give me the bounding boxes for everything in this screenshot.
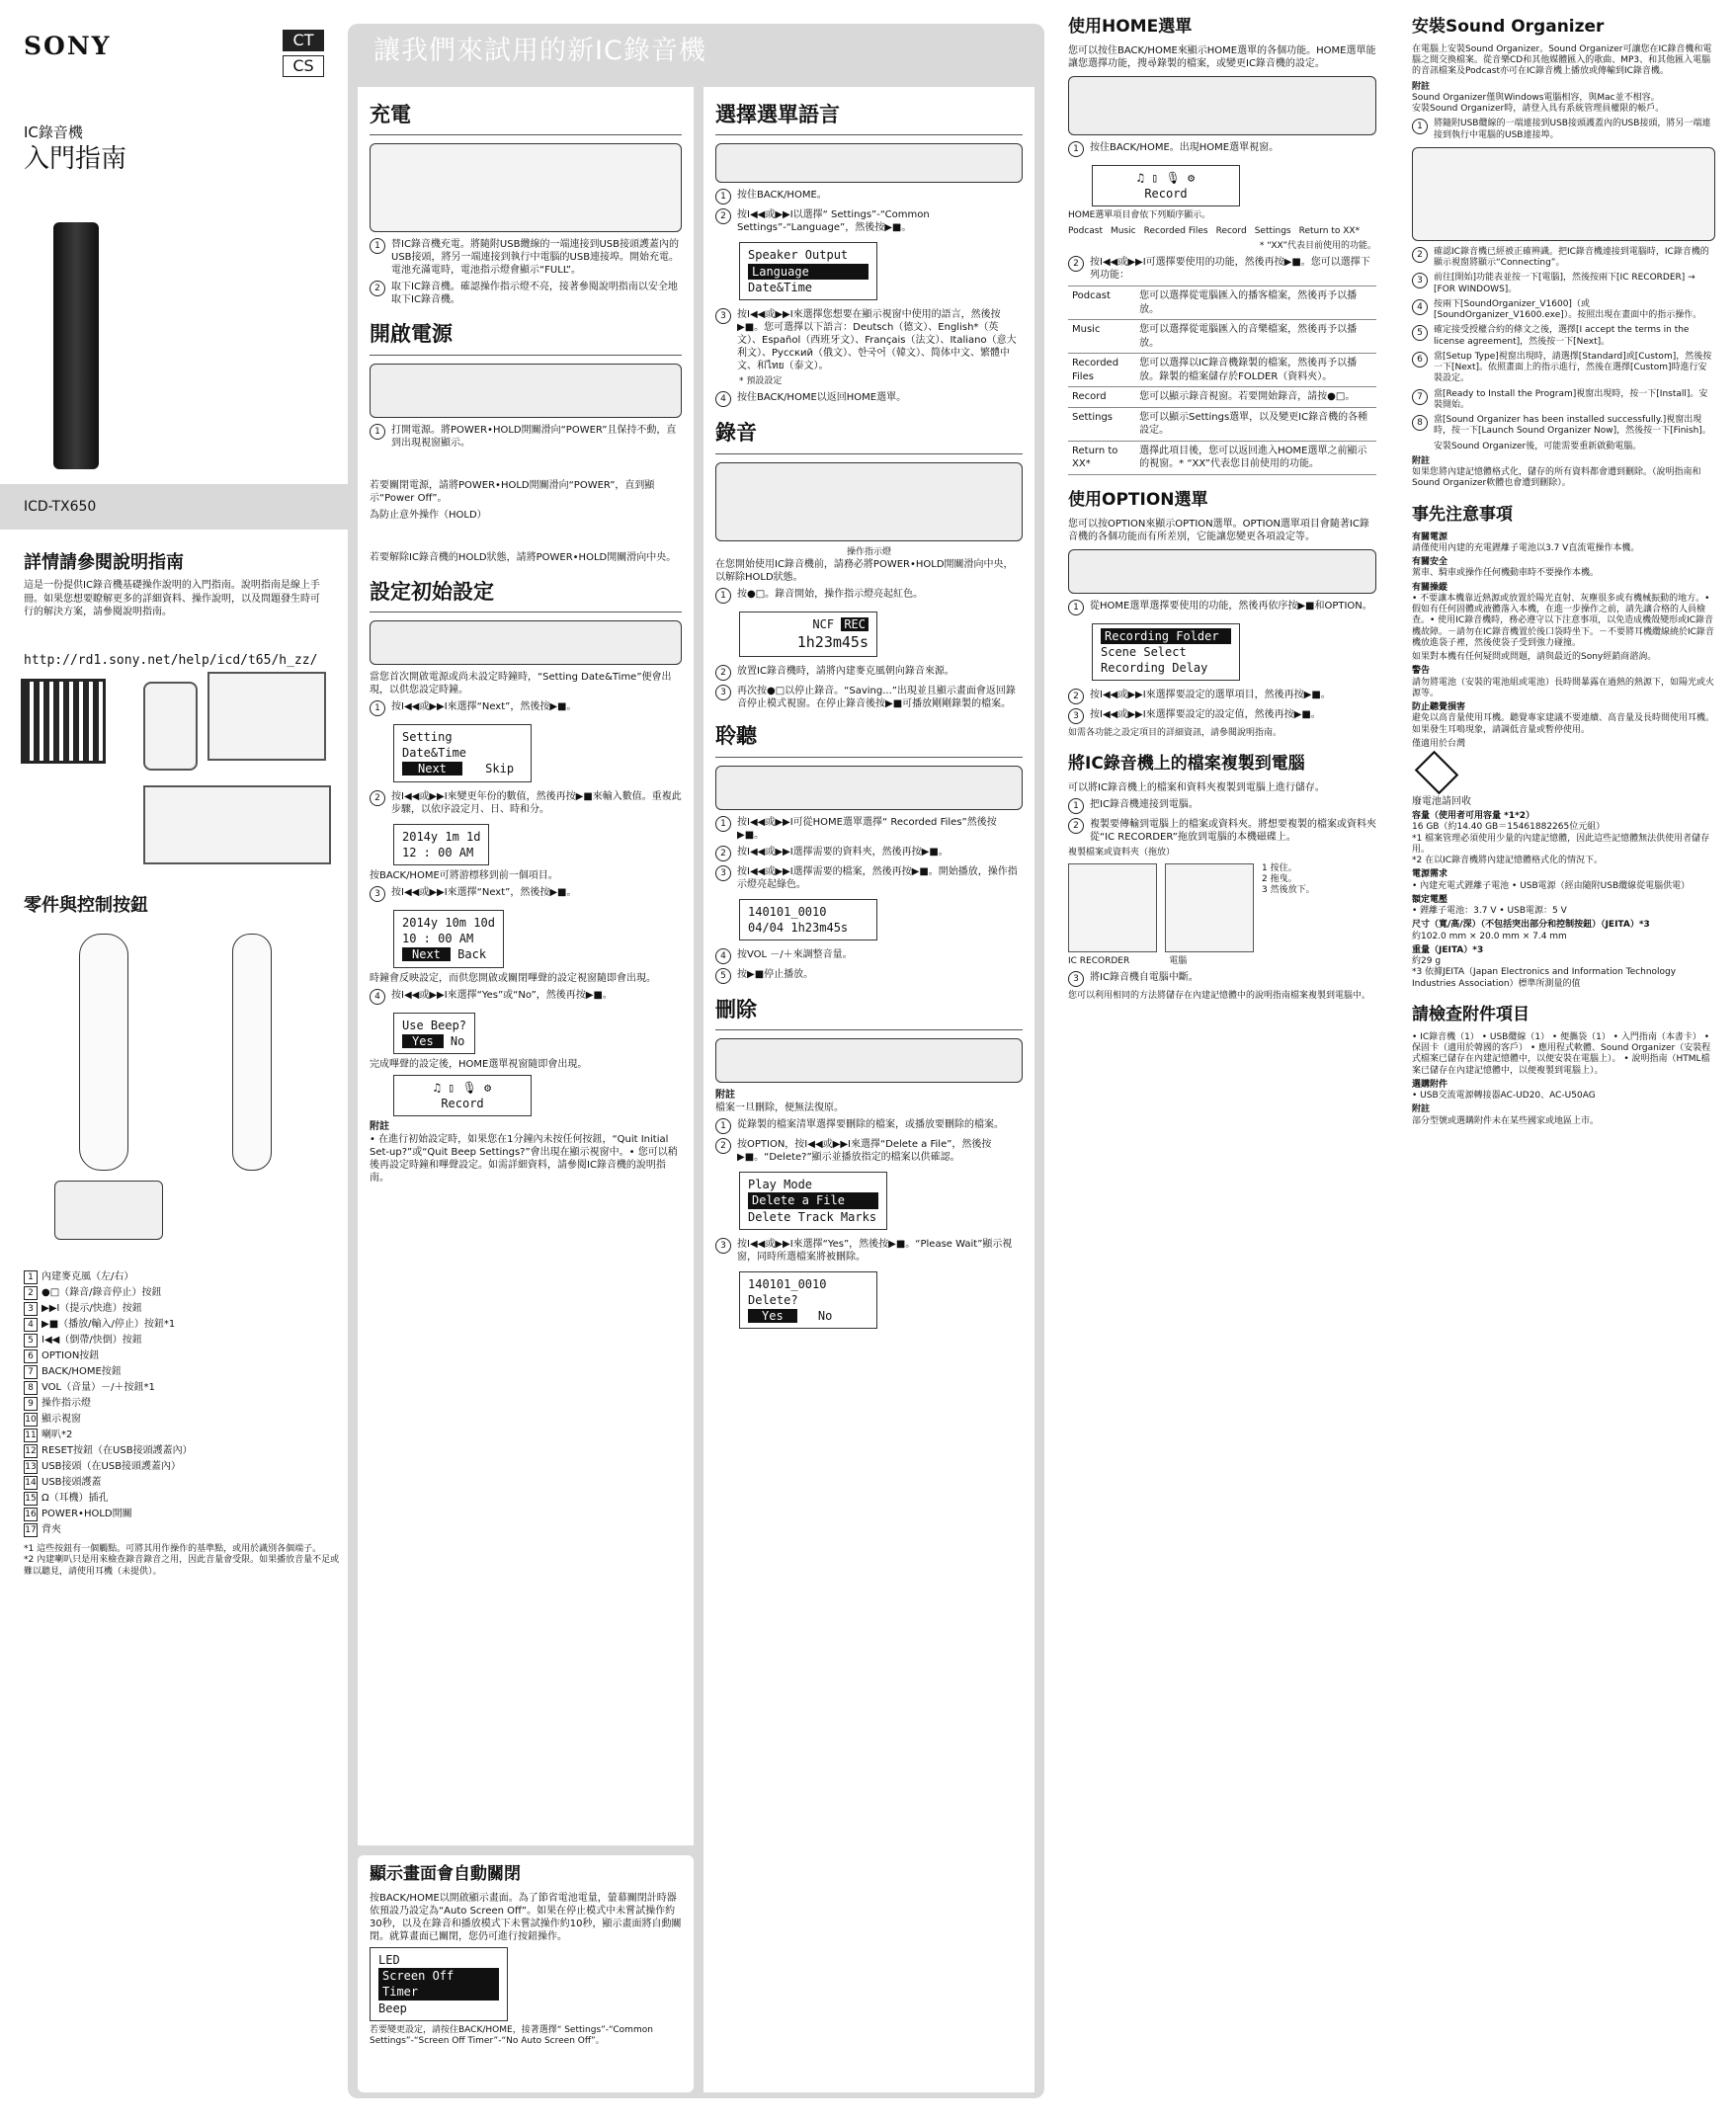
lcd-confirm	[393, 910, 504, 968]
prec-warn-heading: 警告	[1412, 666, 1431, 677]
banner-title: 讓我們來試用的新IC錄音機	[373, 36, 706, 66]
list-item: 12 RESET按鈕（在USB接頭護蓋內）	[25, 1445, 193, 1456]
lcd-playback	[739, 899, 877, 940]
lcd-selected: Screen Off Timer	[378, 1968, 499, 2000]
copy-intro: 可以將IC錄音機上的檔案和資料夾複製到電腦上進行儲存。	[1068, 782, 1325, 794]
init-after: 時鐘會反映設定，而供您開啟或關閉嗶聲的設定視窗隨即會出現。	[370, 972, 656, 984]
lcd-no: No	[450, 1033, 465, 1048]
section-copy: 將IC錄音機上的檔案複製到電腦	[1068, 754, 1305, 775]
prec-contact: 如果對本機有任何疑問或問題，請與最近的Sony經銷商諮詢。	[1412, 652, 1657, 663]
lcd-date-time	[393, 724, 532, 782]
lcd-text: Setting Date&Time	[402, 730, 467, 761]
lcd-yes: Yes	[402, 1034, 444, 1048]
record-illustration	[715, 462, 1023, 541]
init-done: 完成嗶聲的設定後，HOME選單視窗隨即會出現。	[370, 1058, 588, 1070]
prec-handle-heading: 有關操縱	[1412, 582, 1448, 593]
lang-step-3: 按I◀◀或▶▶I來選擇您想要在顯示視窗中使用的語言，然後按▶■。您可選擇以下語言：Deutsch（德文）、English*（英文）、Español（西班牙文）、Français（法文）、Italiano（意大利文）、Русский（俄文）、한국어（韓文）、简体中文、繁體中文、和ไทย（泰文）。	[737, 308, 1017, 371]
lcd-text: Play Mode	[748, 1178, 813, 1192]
lcd-text: NCF	[812, 616, 835, 631]
lang-tag-cs: CS	[283, 55, 324, 77]
list-item: 9 操作指示燈	[24, 1396, 340, 1412]
home-item-podcast: Podcast	[1068, 225, 1104, 236]
psrc-heading: 電源需求	[1412, 869, 1448, 880]
init-note-heading: 附註	[370, 1121, 389, 1133]
list-item: 10 顯示視窗	[25, 1414, 81, 1425]
ref-text: 這是一份提供IC錄音機基礎操作說明的入門指南。說明指南是線上手冊。如果您想要瞭解更多的詳細資料、操作說明，以及問題發生時可行的解決方案，請參閱說明指南。	[24, 580, 320, 617]
lcd-home	[393, 1075, 532, 1116]
list-item: 2 拖曳。	[1262, 873, 1297, 884]
so-tip: 安裝Sound Organizer時，請登入具有系統管理員權限的帳戶。	[1412, 104, 1665, 115]
lang-step-4: 按住BACK/HOME以返回HOME選單。	[737, 392, 907, 404]
section-power: 開啟電源	[370, 320, 682, 355]
delete-step-2: 按OPTION，按I◀◀或▶▶I來選擇“Delete a File”，然後按▶■。“Delete?”顯示並播放指定的檔案以供確認。	[737, 1139, 992, 1164]
rated-heading: 額定電壓	[1412, 894, 1448, 905]
so-note: Sound Organizer僅與Windows電腦相容，與Mac並不相容。	[1412, 92, 1660, 103]
delete-step-1: 從錄製的檔案清單選擇要刪除的檔案，或播放要刪除的檔案。	[737, 1119, 1004, 1131]
section-precautions: 事先注意事項	[1412, 504, 1513, 525]
so-note3-heading: 附註	[1412, 455, 1431, 466]
table-cell: 您可以選擇以IC錄音機錄製的檔案，然後再予以播放。錄製的檔案儲存於FOLDER（資料夾）。	[1135, 354, 1376, 387]
lcd-text: Use Beep?	[402, 1018, 467, 1032]
power-step-1: 打開電源。將POWER•HOLD開關滑向“POWER”且保持不動，直到出現視窗顯示。	[391, 424, 677, 449]
option-tip: 如需各功能之設定項目的詳細資訊，請參閱說明指南。	[1068, 728, 1282, 739]
prec-hear: 避免以高音量使用耳機。聽覺專家建議不要連續、高音量及長時間使用耳機。如果發生耳鳴現象，請調低音量或暫停使用。	[1412, 713, 1715, 735]
home-illustration	[1068, 76, 1376, 135]
list-item: 8 VOL（音量）－/＋按鈕*1	[24, 1380, 340, 1396]
parts-list	[24, 1269, 340, 1578]
qr-code	[24, 682, 103, 761]
init-step-4: 按I◀◀或▶▶I來選擇“Yes”或“No”，然後再按▶■。	[391, 989, 613, 1001]
home-step-2: 按I◀◀或▶▶I可選擇要使用的功能，然後再按▶■。您可以選擇下列功能：	[1090, 257, 1370, 282]
prec-power-heading: 有關電源	[1412, 531, 1448, 542]
column-d: 安裝Sound Organizer 在電腦上安裝Sound Organizer。Sound Organizer可讓您在IC錄音機和電腦之間交換檔案。從音樂CD和其他媒體匯入的歌曲、MP3、和其他匯入電腦的音訊檔案及Podcast亦可在IC錄音機上播放或傳輸到IC錄音機。 附註 Sound Organizer僅與Windows電腦相容，與Mac並不相容。 安裝Sound Organizer時，請登入具有系統管理員權限的帳戶。 1 將隨附USB纜線的一端連接到USB接頭護蓋內的USB接頭，將另一端連接到執行中電腦的USB連接埠。 2 確認IC錄音機已經被正確辨識。把IC錄音機連接到電腦時，IC錄音機的顯示視窗將顯示“Connecting”。 3 前往[開始]功能表並按一下[電腦]，然後按兩下[IC RECORDER] → [FOR WINDOWS]。 4 按兩下[SoundOrganizer_V1600]（或[SoundOrganizer_V1600.exe]）。按照出現在畫面中的指示操作。 5 確定接受授權合約的條文之後，選擇[I accept the terms in the license agreement]，然後按一下[Next]。 6 當[Setup Type]視窗出現時，請選擇[Standard]或[Custom]，然後按一下[Next]。依照畫面上的指示進行，然後在選擇[Custom]時進行安裝設定。 7 當[Ready to Install the Program]視窗出現時，按一下[Install]。安裝開始。 8 當[Sound Organizer has been installed successfully.]視窗出現時，按一下[Launch Sound Organizer Now]，然後按一下[Finish]。 安裝Sound Organizer後，可能需要重新啟動電腦。 附註 如果您將內建記憶體格式化，儲存的所有資料都會遭到刪除。（說明指南和Sound Organizer軟體也會遭到刪除）。 事先注意事項 有關電源 請僅使用內建的充電鋰離子電池以3.7 V直流電操作本機。 有關安全 駕車、騎車或操作任何機動車時不要操作本機。 有關操縱 • 不要讓本機靠近熱源或放置於陽光直射、灰塵很多或有機械振動的地方。• 假如有任何固體或液體落入本機，在進一步操作之前，請先讓合格的人員檢查。• 使用IC錄音機時，務必遵守以下注意事項，以免造成機殼變形或IC錄音機故障。－請勿在IC錄音機置於後口袋時坐下。－不要將耳機纜線繞於IC錄音機放進袋子裡，然後使袋子受到強力碰撞。 如果對本機有任何疑問或問題，請與最近的Sony經銷商諮詢。 警告 請勿將電池（安裝的電池組或電池）長時間暴露在過熱的熱源下，如陽光或火源等。 防止聽覺損害 避免以高音量使用耳機。聽覺專家建議不要連續、高音量及長時間使用耳機。如果發生耳鳴現象，請調低音量或暫停使用。 僅適用於台灣 廢電池請回收 容量（使用者可用容量 *1*2） 16 GB（約14.40 GB＝15461882265位元組） *1 檔案管理必須使用少量的內建記憶體，因此這些記憶體無法供使用者儲存用。 *2 在以IC錄音機將內建記憶體格式化的情況下。 電源需求 • 內建充電式鋰離子電池 • USB電源（經由隨附USB纜線從電腦供電） 額定電壓 • 鋰離子電池：3.7 V • USB電源：5 V 尺寸（寬/高/深）（不包括突出部分和控制按鈕）（JEITA）*3 約102.0 mm × 20.0 mm × 7.4 mm 重量（JEITA）*3 約29 g *3 依據JEITA（Japan Electronics and Information Technology Industries Association）標準所測量的值 請檢查附件項目 • IC錄音機（1） • USB纜線（1） • 便攜袋（1） • 入門指南（本書卡） • 保固卡（適用於韓國的客戶） • 應用程式軟體、Sound Organizer（安裝程式檔案已儲存在內建記憶體中，以便安裝在電腦上）。 • 說明指南（HTML檔案已儲存在內建記憶體中，以便複製到電腦上）。 選購附件 • USB交流電源轉接器AC-UD20、AC-U50AG 附註 部分型號或選購附件未在某些國家或地區上市。	[1412, 17, 1715, 1126]
record-step-2: 放置IC錄音機時，請將內建麥克風朝向錄音來源。	[737, 666, 954, 678]
hold-tip: 若要解除IC錄音機的HOLD狀態，請將POWER•HOLD開關滑向中央。	[370, 551, 677, 563]
table-cell: Settings	[1068, 407, 1135, 441]
home-item-return: Return to XX*	[1298, 225, 1361, 236]
list-item: 1 內建麥克風（左/右）	[24, 1269, 340, 1285]
home-item-settings: Settings	[1254, 225, 1291, 236]
lcd-text: 140101_0010	[748, 904, 827, 919]
so-step-3: 前往[開始]功能表並按一下[電腦]，然後按兩下[IC RECORDER] → [FOR WINDOWS]。	[1434, 273, 1695, 294]
lcd-clock	[393, 824, 489, 865]
power-illustration	[370, 364, 682, 418]
parts-diagram-bottom	[54, 1181, 163, 1240]
charge-step-2: 取下IC錄音機。確認操作指示燈不亮，接著參閱說明指南以安全地取下IC錄音機。	[391, 282, 678, 306]
lcd-text: 04/04	[748, 920, 785, 935]
delete-note-heading: 附註	[715, 1090, 735, 1102]
drag-steps	[1262, 863, 1315, 897]
list-item: 1 按住。	[1262, 862, 1297, 873]
listen-illustration	[715, 766, 1023, 810]
listen-step-5: 按▶■停止播放。	[737, 968, 814, 980]
table-cell: 您可以顯示錄音視窗。若要開始錄音，請按●□。	[1135, 387, 1376, 408]
init-step-1: 按I◀◀或▶▶I來選擇“Next”，然後按▶■。	[391, 701, 577, 713]
so-note-heading: 附註	[1412, 81, 1431, 92]
wt-note: *3 依據JEITA（Japan Electronics and Information Technology Industries Association）標準所測量的值	[1412, 967, 1677, 989]
table-row	[1068, 354, 1376, 387]
acc-opt-heading: 選購附件	[1412, 1079, 1448, 1090]
acc-opt: • USB交流電源轉接器AC-UD20、AC-U50AG	[1412, 1091, 1596, 1102]
screen-tip: 若要變更設定，請按住BACK/HOME，接著選擇“ Settings”-“Common Settings”-“Screen Off Timer”-“No Auto Screen Off”。	[370, 2024, 653, 2046]
acc-items: • IC錄音機（1） • USB纜線（1） • 便攜袋（1） • 入門指南（本書卡） • 保固卡（適用於韓國的客戶） • 應用程式軟體、Sound Organizer（安裝程式檔案已儲存在內建記憶體中，以便安裝在電腦上）。 • 說明指南（HTML檔案已儲存在內建記憶體中，以便複製到電腦上）。	[1412, 1031, 1711, 1076]
section-delete: 刪除	[715, 996, 1023, 1030]
home-xx: * “XX”代表目前使用的功能。	[1259, 240, 1376, 251]
table-cell: Podcast	[1068, 286, 1135, 320]
lcd-recording	[739, 612, 877, 657]
copy-drag-label: 複製檔案或資料夾（拖放）	[1068, 848, 1176, 858]
table-cell: 選擇此項目後，您可以返回進入HOME選單之前顯示的視窗。* “XX”代表您目前使用的功能。	[1135, 441, 1376, 474]
lcd-text: Record	[1144, 187, 1188, 202]
list-item: 3 然後放下。	[1262, 885, 1315, 895]
record-step-1: 按●□。錄音開始，操作指示燈亮起紅色。	[737, 588, 924, 600]
lcd-text: Recording Delay	[1101, 660, 1208, 675]
delete-illustration	[715, 1038, 1023, 1083]
pc-label: 電腦	[1169, 955, 1188, 966]
help-url[interactable]: http://rd1.sony.net/help/icd/t65/h_zz/	[24, 653, 318, 668]
table-cell: Return to XX*	[1068, 441, 1135, 474]
lcd-text: 10 : 00 AM	[402, 932, 474, 946]
section-listen: 聆聽	[715, 722, 1023, 757]
home-icons: ♫ ▯ 🎙 ⚙	[433, 1080, 492, 1095]
option-illustration	[1068, 549, 1376, 594]
cap-value: 16 GB（約14.40 GB＝15461882265位元組）	[1412, 822, 1606, 833]
lcd-next: Next	[402, 947, 451, 961]
pc-window	[1165, 863, 1254, 952]
dim-heading: 尺寸（寬/高/深）（不包括突出部分和控制按鈕）（JEITA）*3	[1412, 920, 1650, 931]
list-item: 5 I◀◀（倒帶/快倒）按鈕	[24, 1333, 340, 1348]
lcd-text: Beep	[378, 2001, 407, 2015]
home-item-music: Music	[1111, 225, 1136, 236]
charge-step-1: 替IC錄音機充電。將隨附USB纜線的一端連接到USB接頭護蓋內的USB接頭，將另一端連接到執行中電腦的USB連接埠。開始充電。電池充滿電時，電池指示燈會顯示“FULL”。	[391, 239, 680, 277]
lcd-text: Speaker Output	[748, 248, 849, 263]
list-item: 6 OPTION按鈕	[24, 1348, 340, 1364]
table-cell: 您可以選擇從電腦匯入的音樂檔案，然後再予以播放。	[1135, 320, 1376, 354]
prec-safety-heading: 有關安全	[1412, 557, 1448, 568]
lcd-text: Record	[441, 1097, 484, 1111]
list-item: 3 ▶▶I（提示/快進）按鈕	[24, 1301, 340, 1317]
init-illustration	[370, 620, 682, 665]
prec-power: 請僅使用內建的充電鋰離子電池以3.7 V直流電操作本機。	[1412, 542, 1640, 553]
cap-heading: 容量（使用者可用容量 *1*2）	[1412, 811, 1535, 822]
copy-labels	[1068, 956, 1376, 967]
list-item: 7 BACK/HOME按鈕	[24, 1364, 340, 1380]
parts-heading: 零件與控制按鈕	[24, 895, 148, 916]
so-step-8: 當[Sound Organizer has been installed successfully.]視窗出現時，按一下[Launch Sound Organizer Now]，然後按一下[Finish]。	[1434, 415, 1711, 437]
lcd-text: 2014y 10m 10d	[402, 915, 495, 930]
cap-note-2: *2 在以IC錄音機將內建記憶體格式化的情況下。	[1412, 856, 1604, 866]
table-cell: Recorded Files	[1068, 354, 1135, 387]
section-language: 選擇選單語言	[715, 101, 1023, 135]
lcd-language	[739, 242, 877, 300]
list-item: 11 喇叭*2	[25, 1430, 73, 1440]
init-step-2: 按I◀◀或▶▶I來變更年份的數值，然後再按▶■來輸入數值。重複此步驟，以依序設定月、日、時和分。	[391, 790, 682, 815]
column-c: 使用HOME選單 您可以按住BACK/HOME來顯示HOME選單的各個功能。HOME選單能讓您選擇功能，搜尋錄製的檔案，或變更IC錄音機的設定。 1 按住BACK/HOME。出現HOME選單視窗。 ♫ ▯ 🎙 ⚙ Record HOME選單項目會依下列順序顯示。 Podcast Music Recorded Files Record Settings Return to XX* * “XX”代表目前使用的功能。 2 按I◀◀或▶▶I可選擇要使用的功能，然後再按▶■。您可以選擇下列功能： Podcast 您可以選擇從電腦匯入的播客檔案，然後再予以播放。 Music 您可以選擇從電腦匯入的音樂檔案，然後再予以播放。 Recorded Files 您可以選擇以IC錄音機錄製的檔案，然後再予以播放。錄製的檔案儲存於FOLDER（資料夾）。 Record 您可以顯示錄音視窗。若要開始錄音，請按●□。 Settings 您可以顯示Settings選單，以及變更IC錄音機的各種設定。 Return to XX* 選擇此項目後，您可以返回進入HOME選單之前顯示的視窗。* “XX”代表您目前使用的功能。 使用OPTION選單 您可以按OPTION來顯示OPTION選單。OPTION選單項目會隨著IC錄音機的各個功能而有所差別，它能讓您變更各項設定等。 1 從HOME選單選擇要使用的功能，然後再依序按▶■和OPTION。 Recording Folder Scene Select Recording Delay 2 按I◀◀或▶▶I來選擇要設定的選單項目，然後再按▶■。 3 按I◀◀或▶▶I來選擇要設定的設定值，然後再按▶■。 如需各功能之設定項目的詳細資訊，請參閱說明指南。 將IC錄音機上的檔案複製到電腦 可以將IC錄音機上的檔案和資料夾複製到電腦上進行儲存。 1 把IC錄音機連接到電腦。 2 複製要傳輸到電腦上的檔案或資料夾。將想要複製的檔案或資料夾從“IC RECORDER”拖放到電腦的本機磁碟上。 複製檔案或資料夾（拖放） 1 按住。 2 拖曳。 3 然後放下。 IC RECORDER 電腦 3 將IC錄音機自電腦中斷。 您可以利用相同的方法將儲存在內建記憶體中的說明指南檔案複製到電腦中。	[1068, 17, 1376, 1001]
lcd-selected: Language	[748, 264, 868, 280]
option-step-1: 從HOME選單選擇要使用的功能，然後再依序按▶■和OPTION。	[1090, 600, 1372, 612]
lcd-text: 140101_0010	[748, 1276, 827, 1291]
psrc-value: • 內建充電式鋰離子電池 • USB電源（經由隨附USB纜線從電腦供電）	[1412, 880, 1691, 891]
copy-step-3: 將IC錄音機自電腦中斷。	[1090, 971, 1199, 983]
table-row	[1068, 387, 1376, 408]
lcd-delete-confirm	[739, 1271, 877, 1330]
lcd-text: 2014y 1m 1d	[402, 829, 481, 844]
phone-illustration	[143, 682, 198, 771]
so-step-5: 確定接受授權合約的條文之後，選擇[I accept the terms in the license agreement]，然後按一下[Next]。	[1434, 325, 1690, 347]
home-intro: 您可以按住BACK/HOME來顯示HOME選單的各個功能。HOME選單能讓您選擇功能，搜尋錄製的檔案，或變更IC錄音機的設定。	[1068, 44, 1376, 69]
so-step-1: 將隨附USB纜線的一端連接到USB接頭護蓋內的USB接頭，將另一端連接到執行中電腦的USB連接埠。	[1434, 119, 1711, 140]
option-intro: 您可以按OPTION來顯示OPTION選單。OPTION選單項目會隨著IC錄音機的各個功能而有所差別，它能讓您變更各項設定等。	[1068, 518, 1369, 542]
section-screen-off: 顯示畫面會自動關閉	[370, 1864, 521, 1884]
screen-text: 按BACK/HOME以開啟顯示畫面。為了節省電池電量，螢幕關閉計時器依預設乃設定為“Auto Screen Off”。如果在停止模式中未嘗試操作約30秒，以及在錄音和播放模式下未嘗試操作約10秒，顯示畫面將自動關閉。就算畫面已關閉，您仍可進行按鈕操作。	[370, 1892, 682, 1942]
guide-title: 入門指南	[24, 144, 127, 174]
home-item-recorded: Recorded Files	[1143, 225, 1208, 236]
footnote: *1 這些按鈕有一個觸點。可將其用作操作的基準點，或用於識別各個端子。	[24, 1544, 322, 1554]
wt-value: 約29 g	[1412, 956, 1442, 967]
copy-tip: 您可以利用相同的方法將儲存在內建記憶體中的說明指南檔案複製到電腦中。	[1068, 990, 1371, 1001]
table-row	[1068, 320, 1376, 354]
copy-step-2: 複製要傳輸到電腦上的檔案或資料夾。將想要複製的檔案或資料夾從“IC RECORDER”拖放到電腦的本機磁碟上。	[1090, 819, 1376, 844]
column-b: 選擇選單語言 1 按住BACK/HOME。 2 按I◀◀或▶▶I以選擇“ Settings”-“Common Settings”-“Language”，然後按▶■。 Speaker Output Language Date&Time 3 按I◀◀或▶▶I來選擇您想要在顯示視窗中使用的語言，然後按▶■。您可選擇以下語言：Deutsch（德文）、English*（英文）、Español（西班牙文）、Français（法文）、Italiano（意大利文）、Русский（俄文）、한국어（韓文）、简体中文、繁體中文、和ไทย（泰文）。 * 預設設定 4 按住BACK/HOME以返回HOME選單。 錄音 操作指示燈 在您開始使用IC錄音機前，請務必將POWER•HOLD開關滑向中央，以解除HOLD狀態。 1 按●□。錄音開始，操作指示燈亮起紅色。 NCF REC 1h23m45s 2 放置IC錄音機時，請將內建麥克風朝向錄音來源。 3 再次按●□以停止錄音。“Saving...”出現並且顯示畫面會返回錄音停止模式視窗。在停止錄音後按▶■可播放剛剛錄製的檔案。 聆聽 1 按I◀◀或▶▶I可從HOME選單選擇“ Recorded Files”然後按▶■。 2 按I◀◀或▶▶I選擇需要的資料夾，然後再按▶■。 3 按I◀◀或▶▶I選擇需要的檔案，然後再按▶■。開始播放，操作指示燈亮起綠色。 140101_0010 04/04 1h23m45s 4 按VOL －/＋來調整音量。 5 按▶■停止播放。 刪除 附註 檔案一旦刪除，便無法復原。 1 從錄製的檔案清單選擇要刪除的檔案，或播放要刪除的檔案。 2 按OPTION，按I◀◀或▶▶I來選擇“Delete a File”，然後按▶■。“Delete?”顯示並播放指定的檔案以供確認。 Play Mode Delete a File Delete Track Marks 3 按I◀◀或▶▶I來選擇“Yes”，然後按▶■。“Please Wait”顯示視窗，同時所選檔案將被刪除。 140101_0010 Delete? Yes No	[703, 87, 1034, 2092]
home-step-1: 按住BACK/HOME。出現HOME選單視窗。	[1090, 141, 1280, 153]
hold-text: 為防止意外操作（HOLD）	[370, 509, 487, 521]
so-step-7: 當[Ready to Install the Program]視窗出現時，按一下[Install]。安裝開始。	[1434, 388, 1708, 410]
model-number: ICD-TX650	[24, 499, 97, 515]
home-order-list	[1068, 226, 1376, 237]
ic-window	[1068, 863, 1157, 952]
section-charge: 充電	[370, 101, 682, 135]
lcd-option	[739, 1172, 887, 1230]
lcd-no: No	[817, 1309, 833, 1324]
so-illustration	[1412, 147, 1715, 241]
dim-value: 約102.0 mm × 20.0 mm × 7.4 mm	[1412, 931, 1567, 941]
section-init: 設定初始設定	[370, 578, 682, 613]
sony-logo: SONY	[24, 32, 112, 60]
product-type: IC錄音機	[24, 123, 83, 141]
copy-step-1: 把IC錄音機連接到電腦。	[1090, 799, 1199, 811]
prec-warn: 請勿將電池（安裝的電池組或電池）長時間暴露在過熱的熱源下，如陽光或火源等。	[1412, 677, 1715, 698]
table-row	[1068, 286, 1376, 320]
lcd-yes: Yes	[748, 1309, 797, 1323]
tablet-illustration	[207, 672, 326, 761]
lcd-text: Scene Select	[1101, 644, 1187, 659]
option-step-3: 按I◀◀或▶▶I來選擇要設定的設定值，然後再按▶■。	[1090, 709, 1321, 721]
device-photo	[53, 222, 99, 469]
init-note: • 在進行初始設定時，如果您在1分鐘內未按任何按鈕，“Quit Initial Set-up?”或“Quit Beep Settings?”會出現在顯示視窗中。• 您可以稍後再設定時鐘和嗶聲設定。如需詳細資料，請參閱IC錄音機的說明指南。	[370, 1134, 678, 1185]
ic-label: IC RECORDER	[1068, 955, 1130, 966]
list-item: 4 ▶■（播放/輸入/停止）按鈕*1	[24, 1317, 340, 1333]
init-back: 按BACK/HOME可將游標移到前一個項目。	[370, 869, 558, 881]
lcd-text: Delete Track Marks	[748, 1209, 877, 1224]
left-column	[0, 0, 348, 2124]
parts-diagram-front	[79, 934, 128, 1171]
parts-diagram-side	[232, 934, 272, 1171]
lang-step-1: 按住BACK/HOME。	[737, 190, 827, 202]
cap-note-1: *1 檔案管理必須使用少量的內建記憶體，因此這些記憶體無法供使用者儲存用。	[1412, 833, 1710, 855]
lang-step-2: 按I◀◀或▶▶I以選擇“ Settings”-“Common Settings”-“Language”，然後按▶■。	[737, 209, 930, 234]
lcd-text: Delete?	[748, 1293, 798, 1307]
record-indicator-label: 操作指示燈	[846, 546, 891, 557]
lcd-next: Next	[402, 762, 462, 776]
so-step-6: 當[Setup Type]視窗出現時，請選擇[Standard]或[Custom]，然後按一下[Next]。依照畫面上的指示進行，然後在選擇[Custom]時進行安裝設定。	[1434, 351, 1712, 384]
table-cell: Record	[1068, 387, 1135, 408]
home-function-table	[1068, 286, 1376, 475]
record-step-3: 再次按●□以停止錄音。“Saving...”出現並且顯示畫面會返回錄音停止模式視窗。在停止錄音後按▶■可播放剛剛錄製的檔案。	[737, 686, 1016, 710]
laptop-illustration	[143, 785, 331, 864]
recycle-label: 廢電池請回收	[1412, 796, 1471, 808]
listen-step-1: 按I◀◀或▶▶I可從HOME選單選擇“ Recorded Files”然後按▶■。	[737, 816, 997, 841]
home-item-record: Record	[1215, 225, 1247, 236]
so-step-2: 確認IC錄音機已經被正確辨識。把IC錄音機連接到電腦時，IC錄音機的顯示視窗將顯示“Connecting”。	[1434, 246, 1709, 269]
lcd-home-menu	[1092, 165, 1240, 206]
list-item: 2 ●□（錄音/錄音停止）按鈕	[24, 1285, 340, 1301]
listen-step-3: 按I◀◀或▶▶I選擇需要的檔案，然後再按▶■。開始播放，操作指示燈亮起綠色。	[737, 865, 1018, 890]
column-a: 充電 1 替IC錄音機充電。將隨附USB纜線的一端連接到USB接頭護蓋內的USB接頭，將另一端連接到執行中電腦的USB連接埠。開始充電。電池充滿電時，電池指示燈會顯示“FULL”。 2 取下IC錄音機。確認操作指示燈不亮，接著參閱說明指南以安全地取下IC錄音機。 開啟電源 1 打開電源。將POWER•HOLD開關滑向“POWER”且保持不動，直到出現視窗顯示。 若要關閉電源，請將POWER•HOLD開關滑向“POWER”，直到顯示“Power Off”。 為防止意外操作（HOLD） 若要解除IC錄音機的HOLD狀態，請將POWER•HOLD開關滑向中央。 設定初始設定 當您首次開啟電源或尚未設定時鐘時，“Setting Date&Time”便會出現，以供您設定時鐘。 1 按I◀◀或▶▶I來選擇“Next”，然後按▶■。 Setting Date&Time Next Skip 2 按I◀◀或▶▶I來變更年份的數值，然後再按▶■來輸入數值。重複此步驟，以依序設定月、日、時和分。 2014y 1m 1d 12 : 00 AM 按BACK/HOME可將游標移到前一個項目。 3 按I◀◀或▶▶I來選擇“Next”，然後按▶■。 2014y 10m 10d 10 : 00 AM Next Back 時鐘會反映設定，而供您開啟或關閉嗶聲的設定視窗隨即會出現。 4 按I◀◀或▶▶I來選擇“Yes”或“No”，然後再按▶■。 Use Beep? Yes No 完成嗶聲的設定後，HOME選單視窗隨即會出現。 ♫ ▯ 🎙 ⚙ Record 附註 • 在進行初始設定時，如果您在1分鐘內未按任何按鈕，“Quit Initial Set-up?”或“Quit Beep Settings?”會出現在顯示視窗中。• 您可以稍後再設定時鐘和嗶聲設定。如需詳細資料，請參閱IC錄音機的說明指南。	[358, 87, 694, 1845]
wt-heading: 重量（JEITA）*3	[1412, 944, 1484, 955]
lcd-selected: Delete a File	[748, 1192, 878, 1208]
acc-note: 部分型號或選購附件未在某些國家或地區上市。	[1412, 1115, 1600, 1126]
ref-heading: 詳情請參閱說明指南	[24, 552, 184, 573]
recycle-icon	[1415, 751, 1459, 795]
copy-diagram	[1068, 863, 1376, 952]
delete-note: 檔案一旦刪除，便無法復原。	[715, 1103, 844, 1114]
home-order: HOME選單項目會依下列順序顯示。	[1068, 210, 1211, 221]
so-note3: 如果您將內建記憶體格式化，儲存的所有資料都會遭到刪除。（說明指南和Sound Organizer軟體也會遭到刪除）。	[1412, 467, 1701, 489]
lcd-text: Date&Time	[748, 280, 813, 294]
section-sound-organizer: 安裝Sound Organizer	[1412, 17, 1605, 37]
init-step-3: 按I◀◀或▶▶I來選擇“Next”，然後按▶■。	[391, 886, 577, 898]
init-intro: 當您首次開啟電源或尚未設定時鐘時，“Setting Date&Time”便會出現，以供您設定時鐘。	[370, 672, 672, 696]
list-item: 17 背夾	[25, 1524, 61, 1535]
section-record: 錄音	[715, 419, 1023, 453]
list-item: 16 POWER•HOLD開關	[25, 1509, 132, 1519]
listen-step-4: 按VOL －/＋來調整音量。	[737, 948, 853, 960]
lcd-screen-off	[370, 1947, 508, 2021]
acc-note-heading: 附註	[1412, 1104, 1431, 1115]
list-item: 15 Ω（耳機）插孔	[25, 1493, 109, 1504]
table-row	[1068, 441, 1376, 474]
prec-taiwan: 僅適用於台灣	[1412, 738, 1466, 749]
screen-off-box	[358, 1855, 694, 2092]
table-cell: Music	[1068, 320, 1135, 354]
rec-badge: REC	[841, 617, 868, 631]
so-intro: 在電腦上安裝Sound Organizer。Sound Organizer可讓您在IC錄音機和電腦之間交換檔案。從音樂CD和其他媒體匯入的歌曲、MP3、和其他匯入電腦的音訊檔案及Podcast亦可在IC錄音機上播放或傳輸到IC錄音機。	[1412, 43, 1712, 77]
section-option: 使用OPTION選單	[1068, 489, 1208, 510]
prec-handle: • 不要讓本機靠近熱源或放置於陽光直射、灰塵很多或有機械振動的地方。• 假如有任何固體或液體落入本機，在進一步操作之前，請先讓合格的人員檢查。• 使用IC錄音機時，務必遵守以下注意事項，以免造成機殼變形或IC錄音機故障。－請勿在IC錄音機置於後口袋時坐下。－不要將耳機纜線繞於IC錄音機放進袋子裡，然後使袋子受到強力碰撞。	[1412, 593, 1714, 648]
lcd-time: 1h23m45s	[790, 920, 849, 935]
record-tip: 在您開始使用IC錄音機前，請務必將POWER•HOLD開關滑向中央，以解除HOLD狀態。	[715, 558, 1014, 583]
charge-illustration	[370, 143, 682, 232]
language-illustration	[715, 143, 1023, 183]
so-step-4: 按兩下[SoundOrganizer_V1600]（或[SoundOrganizer_V1600.exe]）。按照出現在畫面中的指示操作。	[1434, 298, 1702, 321]
lang-tag-ct: CT	[283, 30, 324, 51]
lcd-beep	[393, 1013, 475, 1054]
prec-safety: 駕車、騎車或操作任何機動車時不要操作本機。	[1412, 568, 1600, 579]
lcd-option-menu	[1092, 623, 1240, 682]
lcd-back: Back	[457, 947, 487, 962]
lcd-selected: Recording Folder	[1101, 628, 1231, 644]
home-icons: ♫ ▯ 🎙 ⚙	[1136, 170, 1196, 185]
list-item: 14 USB接頭護蓋	[25, 1477, 102, 1488]
footnote: *2 內建喇叭只是用來檢查錄音錄音之用，因此音量會受限。如果播放音量不足或難以聽見，請使用耳機（未提供）。	[24, 1555, 340, 1577]
listen-step-2: 按I◀◀或▶▶I選擇需要的資料夾，然後再按▶■。	[737, 846, 949, 858]
lcd-time: 1h23m45s	[796, 632, 868, 651]
lang-default: * 預設設定	[739, 375, 783, 386]
table-cell: 您可以顯示Settings選單，以及變更IC錄音機的各種設定。	[1135, 407, 1376, 441]
rated-value: • 鋰離子電池：3.7 V • USB電源：5 V	[1412, 906, 1567, 917]
table-cell: 您可以選擇從電腦匯入的播客檔案，然後再予以播放。	[1135, 286, 1376, 320]
section-accessories: 請檢查附件項目	[1412, 1004, 1529, 1024]
lcd-text: LED	[378, 1952, 400, 1967]
lcd-text: 12 : 00 AM	[402, 845, 474, 859]
lcd-skip: Skip	[485, 762, 515, 776]
power-off-text: 若要關閉電源，請將POWER•HOLD開關滑向“POWER”，直到顯示“Power Off”。	[370, 479, 655, 504]
prec-hear-heading: 防止聽覺損害	[1412, 702, 1466, 713]
list-item: 13 USB接頭（在USB接頭護蓋內）	[25, 1461, 182, 1472]
so-note2: 安裝Sound Organizer後，可能需要重新啟動電腦。	[1434, 441, 1642, 451]
section-home: 使用HOME選單	[1068, 17, 1193, 37]
option-step-2: 按I◀◀或▶▶I來選擇要設定的選單項目，然後再按▶■。	[1090, 690, 1331, 701]
delete-step-3: 按I◀◀或▶▶I來選擇“Yes”，然後按▶■。“Please Wait”顯示視窗，同時所選檔案將被刪除。	[737, 1238, 1013, 1263]
model-band	[0, 484, 348, 530]
table-row	[1068, 407, 1376, 441]
